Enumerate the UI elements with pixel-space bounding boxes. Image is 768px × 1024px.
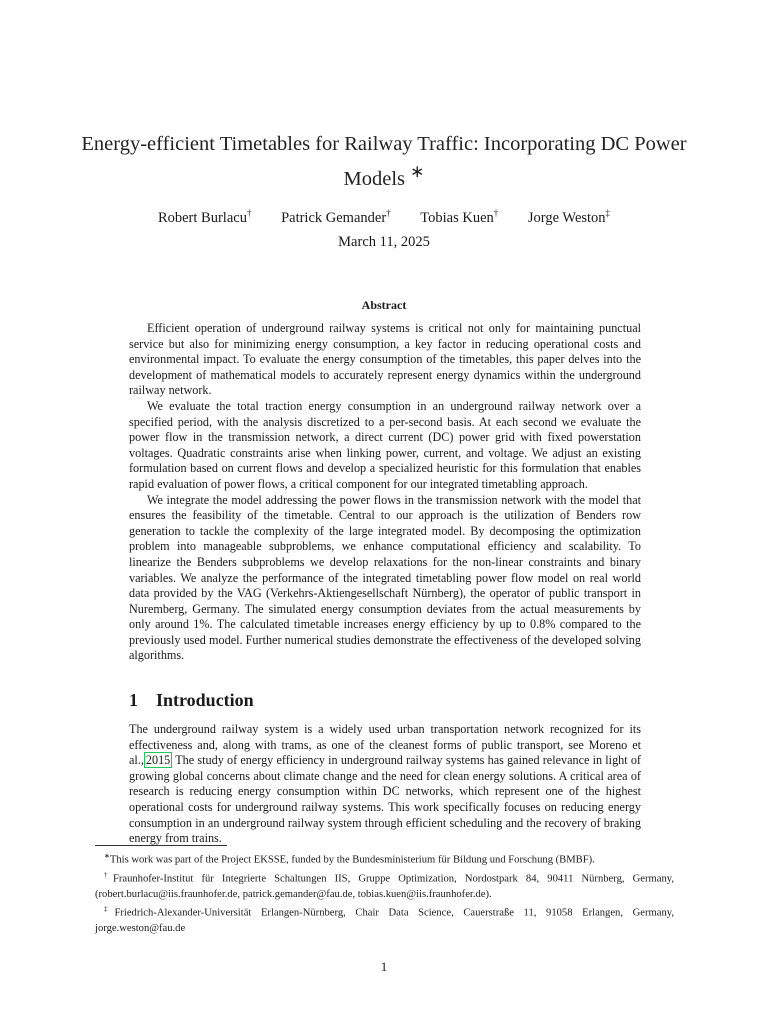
section-heading-introduction — [129, 690, 254, 711]
footnote-text: Friedrich-Alexander-Universität Erlangen-Nürnberg, Chair Data Science, Cauerstraße 11, 91058 Erlangen, Germany, jorge.weston@fau.de — [95, 907, 674, 934]
author-2 — [281, 210, 391, 226]
footnote-text: This work was part of the Project EKSSE, funded by the Bundesministerium für Bildung und Forschung (BMBF). — [109, 854, 595, 866]
citation-link[interactable]: 2015 — [145, 753, 171, 768]
author-4 — [528, 210, 610, 226]
abstract-paragraph: We evaluate the total traction energy consumption in an underground railway network over a specified period, with the analysis discretized to a per-second basis. At each second we evaluate the power flow in the transmission network, a direct current (DC) power grid with fixed powerstation voltages. Quadratic constraints arise when linking power, current, and voltage. We adjust an existing formulation based on current flows and develop a specialized heuristic for this formulation that enables rapid evaluation of power flows, a critical component for our integrated timetabling approach. — [129, 398, 641, 491]
footnote-affiliation-fau — [95, 902, 674, 936]
paper-date: March 11, 2025 — [338, 234, 430, 250]
author-affiliation-mark: † — [493, 208, 499, 218]
paper-title-text: Energy-efficient Timetables for Railway Traffic: Incorporating DC Power Models — [81, 133, 687, 190]
footnote-text: Fraunhofer-Institut für Integrierte Schaltungen IIS, Gruppe Optimization, Nordostpark 84, 90411 Nürnberg, Germany, (robert.burlacu@iis.fraunhofer.de, patrick.gemander@fau.de, tobias.kuen@iis.fraunhofer.de). — [95, 873, 674, 900]
footnote-divider — [95, 845, 227, 846]
paper-title — [60, 131, 708, 193]
intro-text-before-cite: The underground railway system is a widely used urban transportation network recognized for its effectiveness and, along with trams, as one of the cleanest forms of public transport, see Moreno et al., — [129, 722, 641, 768]
abstract-paragraph: We integrate the model addressing the power flows in the transmission network with the model that ensures the feasibility of the timetable. Central to our approach is the utilization of Benders row generation to tackle the complexity of the large integrated model. By decomposing the optimization problem into manageable subproblems, we enhance computational efficiency and scalability. To linearize the Benders subproblems we develop relaxations for the non-linear constraints and binary variables. We analyze the performance of the integrated timetabling power flow model on real world data provided by the VAG (Verkehrs-Aktiengesellschaft Nürnberg), the operator of public transport in Nuremberg, Germany. The simulated energy consumption deviates from the actual measurements by only around 1%. The calculated timetable increases energy efficiency by up to 0.8% compared to the previously used model. Further numerical studies demonstrate the effectiveness of the developed solving algorithms. — [129, 492, 641, 663]
footnotes — [95, 849, 674, 936]
abstract-paragraph: Efficient operation of underground railway systems is critical not only for maintaining punctual service but also for minimizing energy consumption, a key factor in reducing operational costs and environmental impact. To evaluate the energy consumption of the timetables, this paper delves into the development of mathematical models to accurately represent energy dynamics within the underground railway network. — [129, 321, 641, 398]
author-3 — [420, 210, 498, 226]
author-1 — [158, 210, 252, 226]
author-affiliation-mark: † — [386, 208, 391, 218]
footnote-mark: † — [104, 870, 113, 879]
introduction-paragraph — [129, 722, 641, 847]
section-title: Introduction — [156, 690, 254, 710]
author-name: Tobias Kuen — [420, 209, 494, 226]
author-name: Jorge Weston — [527, 209, 606, 226]
footnote-mark: ‡ — [104, 904, 115, 913]
footnote-mark: ∗ — [104, 852, 110, 860]
footnote-funding — [95, 849, 674, 868]
section-number: 1 — [129, 690, 138, 710]
footnote-affiliation-fraunhofer — [95, 868, 674, 902]
abstract-heading: Abstract — [361, 298, 407, 312]
author-affiliation-mark: ‡ — [605, 208, 611, 218]
page-number: 1 — [380, 959, 388, 974]
author-list — [0, 204, 768, 227]
intro-text-after-cite: The study of energy efficiency in underground railway systems has gained relevance in light of growing global concerns about climate change and the need for clean energy solutions. A critical area of research is reducing energy consumption within DC networks, which represent one of the highest operational costs for underground railway systems. This work specifically focuses on reducing energy consumption in an underground railway system through efficient scheduling and the recovery of braking energy from trains. — [129, 753, 641, 846]
author-name: Patrick Gemander — [281, 209, 387, 226]
author-name: Robert Burlacu — [157, 209, 247, 226]
title-footnote-mark: ∗ — [410, 162, 425, 181]
author-affiliation-mark: † — [246, 208, 252, 218]
abstract-body — [129, 321, 641, 664]
